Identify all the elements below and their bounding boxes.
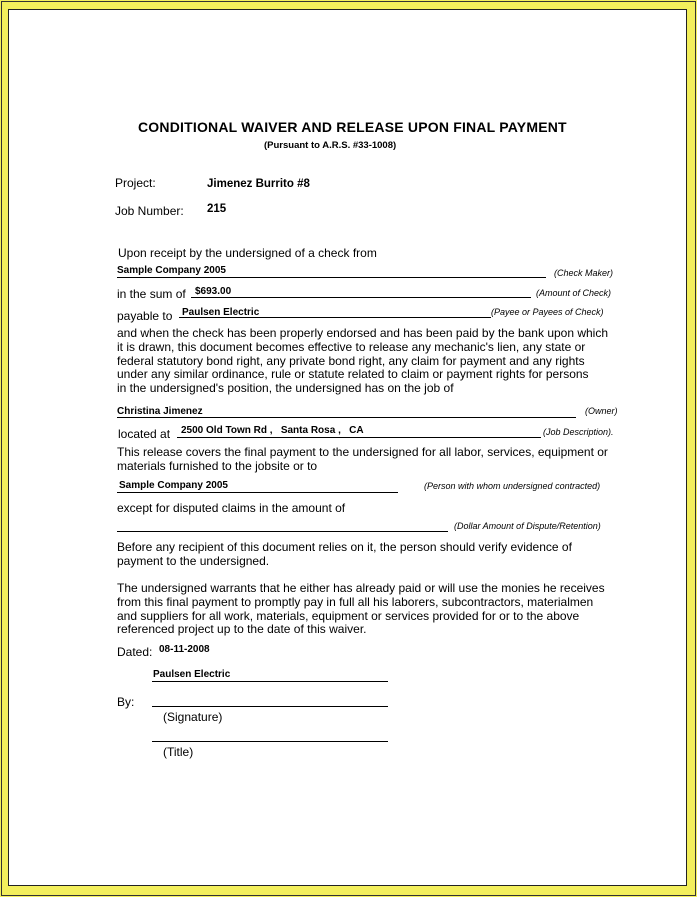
owner-caption: (Owner) bbox=[585, 406, 618, 416]
document-page bbox=[8, 9, 687, 886]
dated-label: Dated: bbox=[117, 645, 153, 659]
company-value: Paulsen Electric bbox=[153, 669, 231, 680]
document-title: CONDITIONAL WAIVER AND RELEASE UPON FINAL PAYMENT bbox=[138, 119, 567, 135]
location-value: 2500 Old Town Rd , Santa Rosa , CA bbox=[181, 425, 364, 436]
title-caption: (Title) bbox=[163, 745, 194, 759]
dispute-line bbox=[117, 531, 448, 532]
located-label: located at bbox=[118, 427, 171, 441]
by-label: By: bbox=[117, 695, 135, 709]
dispute-caption: (Dollar Amount of Dispute/Retention) bbox=[454, 521, 601, 531]
title-line bbox=[152, 741, 388, 742]
disputed-label: except for disputed claims in the amount of bbox=[117, 501, 346, 515]
job-number-value: 215 bbox=[207, 203, 227, 215]
signature-line bbox=[152, 706, 388, 707]
dated-value: 08-11-2008 bbox=[159, 644, 210, 655]
location-caption: (Job Description). bbox=[543, 427, 614, 437]
release-paragraph-3: Before any recipient of this document relies on it, the person should verify evidence of payment to the undersigned. bbox=[117, 540, 572, 568]
contracted-caption: (Person with whom undersigned contracted) bbox=[424, 481, 601, 491]
check-maker-value: Sample Company 2005 bbox=[117, 265, 226, 276]
job-number-label: Job Number: bbox=[115, 204, 184, 218]
signature-caption: (Signature) bbox=[163, 710, 223, 724]
amount-value: $693.00 bbox=[195, 286, 232, 297]
receipt-intro: Upon receipt by the undersigned of a check from bbox=[118, 246, 377, 260]
project-label: Project: bbox=[115, 176, 156, 190]
release-paragraph-1: and when the check has been properly endorsed and has been paid by the bank upon which it is drawn, this document becomes effective to release any mechanic's lien, any state or federal statutory bond right, any private bond right, any claim for payment and any rights under any similar ordinance, rule or statute related to claim or payment rights for persons in the undersigned's position, the undersigned has on the job of bbox=[117, 326, 609, 396]
sum-label: in the sum of bbox=[117, 287, 186, 301]
amount-line bbox=[191, 297, 531, 298]
release-paragraph-2: This release covers the final payment to the undersigned for all labor, services, equipment or materials furnished to the jobsite or to bbox=[117, 445, 608, 473]
company-line bbox=[152, 681, 388, 682]
project-value: Jimenez Burrito #8 bbox=[207, 178, 310, 190]
check-maker-caption: (Check Maker) bbox=[554, 268, 614, 278]
amount-caption: (Amount of Check) bbox=[536, 288, 612, 298]
owner-value: Christina Jimenez bbox=[117, 406, 203, 417]
contracted-value: Sample Company 2005 bbox=[119, 480, 228, 491]
owner-line bbox=[117, 417, 576, 418]
location-line bbox=[177, 437, 541, 438]
payable-label: payable to bbox=[117, 309, 173, 323]
check-maker-line bbox=[117, 277, 546, 278]
release-paragraph-4: The undersigned warrants that he either has already paid or will use the monies he receives from this final payment to promptly pay in full all his laborers, subcontractors, materialmen and suppliers for all work, materials, equipment or services provided for or to the above referenced project up to the date of this waiver. bbox=[117, 581, 605, 637]
document-subtitle: (Pursuant to A.R.S. #33-1008) bbox=[264, 140, 397, 151]
payee-line bbox=[179, 317, 491, 318]
payee-caption: (Payee or Payees of Check) bbox=[491, 307, 604, 317]
contracted-line bbox=[117, 492, 398, 493]
payee-value: Paulsen Electric bbox=[182, 307, 260, 318]
